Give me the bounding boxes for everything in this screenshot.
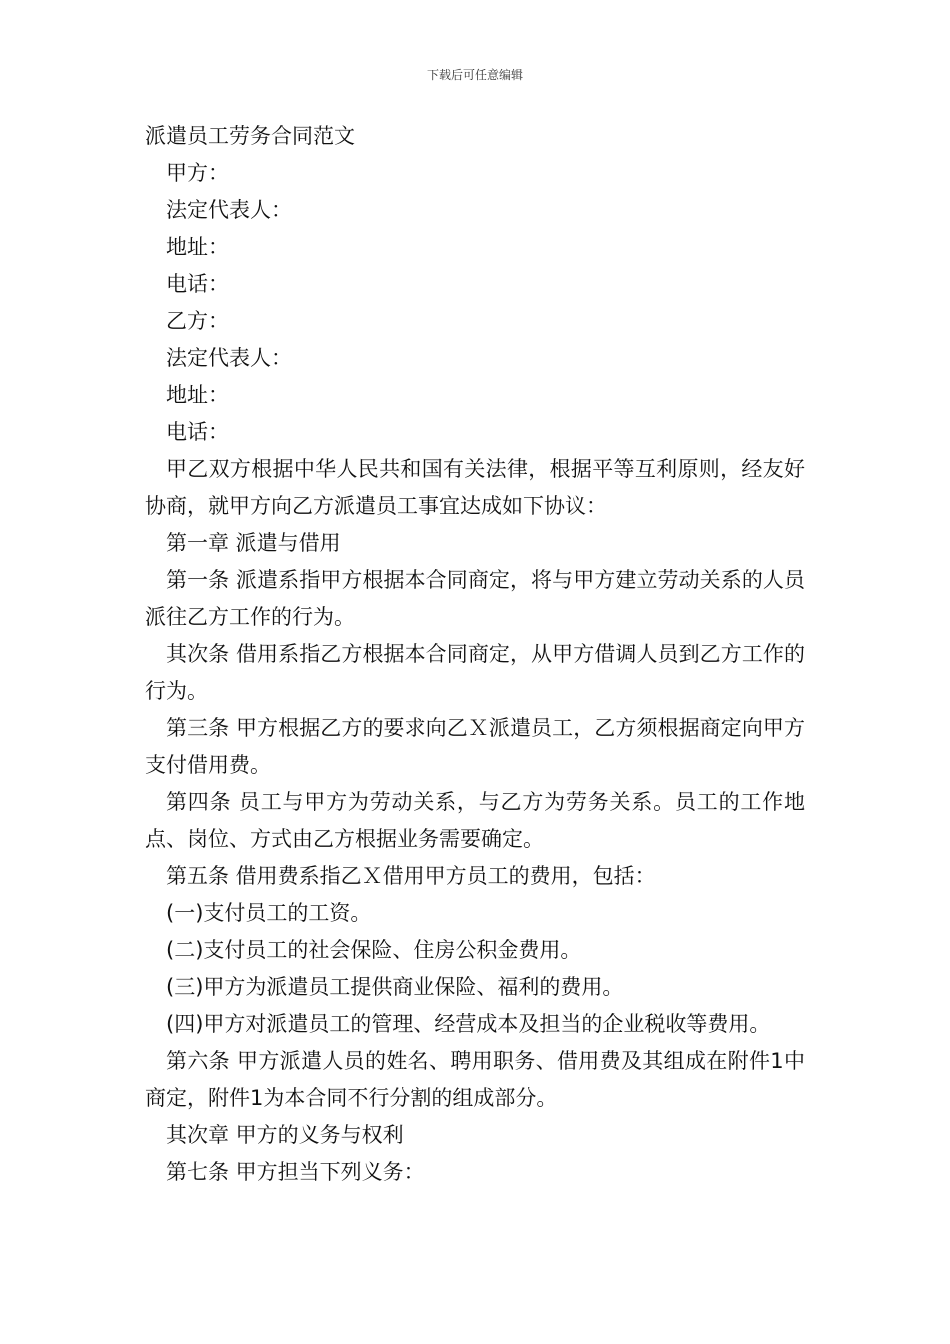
page-header-note: 下载后可任意编辑 [426, 68, 523, 82]
list-item: (四)甲方对派遣员工的管理、经营成本及担当的企业税收等费用。 [166, 1012, 771, 1036]
party-b-address: 地址： [166, 383, 229, 407]
list-item: (二)支付员工的社会保险、住房公积金费用。 [166, 938, 582, 962]
chapter-heading: 第一章 派遣与借用 [166, 531, 341, 555]
article-paragraph: 第三条 甲方根据乙方的要求向乙Ｘ派遣员工，乙方须根据商定向甲方支付借用费。 [145, 716, 805, 777]
party-b-label: 乙方： [166, 309, 229, 333]
article-paragraph: 第六条 甲方派遣人员的姓名、聘用职务、借用费及其组成在附件1中商定，附件1为本合同不行分割的组成部分。 [145, 1049, 805, 1110]
list-item: (三)甲方为派遣员工提供商业保险、福利的费用。 [166, 975, 624, 999]
party-a-representative: 法定代表人： [166, 198, 292, 222]
article-paragraph: 第五条 借用费系指乙Ｘ借用甲方员工的费用，包括： [166, 864, 656, 888]
document-body [145, 118, 805, 1191]
party-a-address: 地址： [166, 235, 229, 259]
party-b-representative: 法定代表人： [166, 346, 292, 370]
party-b-phone: 电话： [166, 420, 229, 444]
article-paragraph: 其次条 借用系指乙方根据本合同商定，从甲方借调人员到乙方工作的行为。 [145, 642, 805, 703]
article-paragraph: 第四条 员工与甲方为劳动关系，与乙方为劳务关系。员工的工作地点、岗位、方式由乙方根据业务需要确定。 [145, 790, 805, 851]
article-paragraph: 第七条 甲方担当下列义务： [166, 1160, 425, 1184]
list-item: (一)支付员工的工资。 [166, 901, 372, 925]
preamble-paragraph: 甲乙双方根据中华人民共和国有关法律，根据平等互利原则，经友好协商，就甲方向乙方派遣员工事宜达成如下协议： [145, 457, 805, 518]
chapter-heading: 其次章 甲方的义务与权利 [166, 1123, 404, 1147]
article-paragraph: 第一条 派遣系指甲方根据本合同商定，将与甲方建立劳动关系的人员派往乙方工作的行为。 [145, 568, 805, 629]
document-title: 派遣员工劳务合同范文 [145, 124, 355, 148]
party-a-phone: 电话： [166, 272, 229, 296]
party-a-label: 甲方： [166, 161, 229, 185]
